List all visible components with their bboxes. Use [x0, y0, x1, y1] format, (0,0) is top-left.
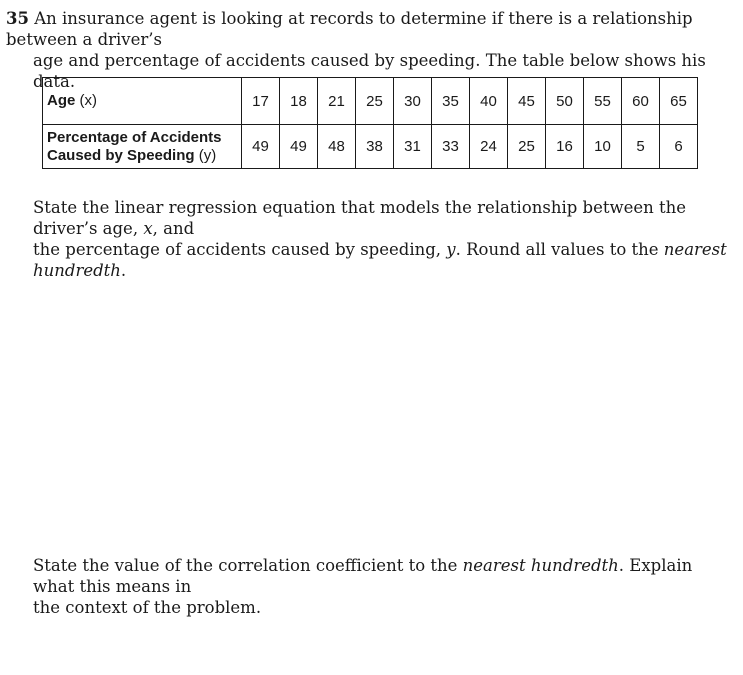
percentage-label-line-1: Percentage of Accidents	[47, 128, 222, 146]
age-label: Age	[47, 92, 76, 109]
percentage-cell: 33	[432, 125, 470, 169]
data-table	[42, 77, 698, 169]
percentage-cell: 31	[394, 125, 432, 169]
percentage-cell: 16	[546, 125, 584, 169]
percentage-cell: 49	[242, 125, 280, 169]
percentage-label-line-2	[47, 147, 237, 165]
question-text-line-2: age and percentage of accidents caused by speeding. The table below shows his data.	[33, 51, 706, 91]
percentage-cell: 5	[622, 125, 660, 169]
part-1-text-e: .	[120, 261, 127, 280]
part-1-line-1	[33, 197, 738, 239]
variable-y: y	[446, 240, 456, 259]
question-line-1	[6, 8, 736, 50]
age-cell: 45	[508, 78, 546, 125]
age-row	[43, 78, 698, 125]
percentage-cell: 48	[318, 125, 356, 169]
percentage-label-text: Caused by Speeding	[47, 146, 195, 164]
variable-x: x	[143, 219, 153, 238]
part-1-text-a: State the linear regression equation that models the relationship between the driver’s age,	[33, 198, 687, 238]
part-2-line-1	[33, 555, 738, 597]
age-cell: 50	[546, 78, 584, 125]
part-1-text-b: , and	[152, 219, 195, 238]
age-cell: 21	[318, 78, 356, 125]
part-2-prompt	[33, 555, 738, 618]
part-1-text-c: the percentage of accidents caused by speeding,	[33, 240, 442, 259]
percentage-row-header	[43, 125, 242, 169]
percentage-cell: 38	[356, 125, 394, 169]
percentage-cell: 25	[508, 125, 546, 169]
part-2-text-b: . Explain what this means in	[33, 556, 693, 596]
percentage-cell: 24	[470, 125, 508, 169]
percentage-variable: (y)	[198, 146, 217, 164]
percentage-cell: 49	[280, 125, 318, 169]
part-2-emphasis: nearest hundredth	[462, 556, 619, 575]
age-cell: 25	[356, 78, 394, 125]
age-cell: 30	[394, 78, 432, 125]
age-row-header	[43, 78, 242, 125]
age-cell: 18	[280, 78, 318, 125]
age-cell: 65	[660, 78, 698, 125]
part-2-text-a: State the value of the correlation coefficient to the	[33, 556, 458, 575]
part-1-line-2	[33, 239, 738, 281]
part-1-emphasis: nearest hundredth	[33, 240, 727, 280]
age-cell: 60	[622, 78, 660, 125]
percentage-row	[43, 125, 698, 169]
percentage-cell: 6	[660, 125, 698, 169]
age-variable: (x)	[79, 92, 98, 109]
question-text-line-1: An insurance agent is looking at records to determine if there is a relationship between a driver’s	[6, 9, 693, 49]
age-cell: 35	[432, 78, 470, 125]
percentage-cell: 10	[584, 125, 622, 169]
age-cell: 40	[470, 78, 508, 125]
age-cell: 55	[584, 78, 622, 125]
age-cell: 17	[242, 78, 280, 125]
part-1-prompt	[33, 197, 738, 281]
part-1-text-d: . Round all values to the	[455, 240, 659, 259]
question-number: 35	[6, 9, 29, 28]
part-2-line-2: the context of the problem.	[33, 598, 262, 617]
